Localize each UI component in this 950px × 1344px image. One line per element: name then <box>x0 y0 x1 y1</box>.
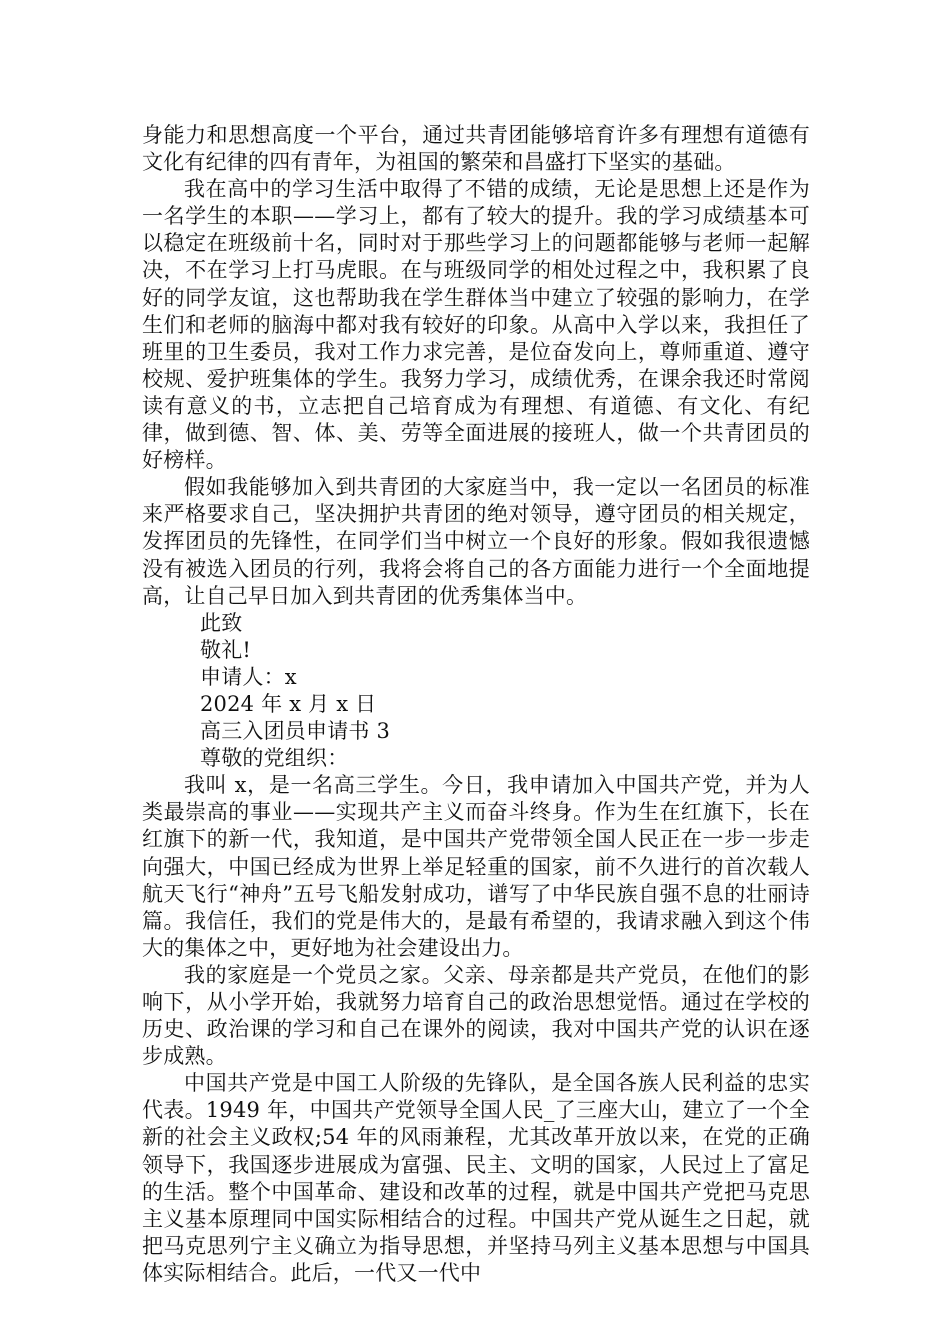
document-body <box>142 122 810 1287</box>
paragraph-family: 我的家庭是一个党员之家。父亲、母亲都是共产党员，在他们的影响下，从小学开始，我就努力培育自己的政治思想觉悟。通过在学校的历史、政治课的学习和自己在课外的阅读，我对中国共产党的认识在逐步成熟。 <box>142 962 810 1069</box>
closing-line-2: 敬礼! <box>200 637 252 662</box>
salutation-line: 尊敬的党组织： <box>200 746 349 771</box>
applicant-line: 申请人：x <box>200 664 297 689</box>
paragraph-introduction: 我叫 x，是一名高三学生。今日，我申请加入中国共产党，并为人类最崇高的事业——实现共产主义而奋斗终身。作为生在红旗下，长在红旗下的新一代，我知道，是中国共产党带领全国人民正在一步一步走向强大，中国已经成为世界上举足轻重的国家，前不久进行的首次载人航天飞行“神舟”五号飞船发射成功，谱写了中华民族自强不息的壮丽诗篇。我信任，我们的党是伟大的，是最有希望的，我请求融入到这个伟大的集体之中，更好地为社会建设出力。 <box>142 773 810 960</box>
paragraph-study-achievements: 我在高中的学习生活中取得了不错的成绩，无论是思想上还是作为一名学生的本职——学习上，都有了较大的提升。我的学习成绩基本可以稳定在班级前十名，同时对于那些学习上的问题都能够与老师一起解决，不在学习上打马虎眼。在与班级同学的相处过程之中，我积累了良好的同学友谊，这也帮助我在学生群体当中建立了较强的影响力，在学生们和老师的脑海中都对我有较好的印象。从高中入学以来，我担任了班里的卫生委员，我对工作力求完善，是位奋发向上，尊师重道、遵守校规、爱护班集体的学生。我努力学习，成绩优秀，在课余我还时常阅读有意义的书，立志把自己培育成为有理想、有道德、有文化、有纪律，做到德、智、体、美、劳等全面进展的接班人，做一个共青团员的好榜样。 <box>142 177 810 473</box>
date-line: 2024 年 x 月 x 日 <box>200 691 377 716</box>
paragraph-continuation: 身能力和思想高度一个平台，通过共青团能够培育许多有理想有道德有文化有纪律的四有青年，为祖国的繁荣和昌盛打下坚实的基础。 <box>142 123 810 175</box>
paragraph-party-history: 中国共产党是中国工人阶级的先锋队，是全国各族人民利益的忠实代表。1949 年，中国共产党领导全国人民_了三座大山，建立了一个全新的社会主义政权;54 年的风雨兼程，尤其改革开放以来，在党的正确领导下，我国逐步进展成为富强、民主、文明的国家，人民过上了富足的生活。整个中国革命、建设和改革的过程，就是中国共产党把马克思主义基本原理同中国实际相结合的过程。中国共产党从诞生之日起，就把马克思列宁主义确立为指导思想，并坚持马列主义基本思想与中国具体实际相结合。此后，一代又一代中 <box>142 1071 810 1285</box>
section-heading: 高三入团员申请书 3 <box>200 719 391 744</box>
paragraph-joining-commitment: 假如我能够加入到共青团的大家庭当中，我一定以一名团员的标准来严格要求自己，坚决拥护共青团的绝对领导，遵守团员的相关规定，发挥团员的先锋性，在同学们当中树立一个良好的形象。假如我很遗憾没有被选入团员的行列，我将会将自己的各方面能力进行一个全面地提高，让自己早日加入到共青团的优秀集体当中。 <box>142 475 810 608</box>
closing-line-1: 此致 <box>200 610 243 635</box>
